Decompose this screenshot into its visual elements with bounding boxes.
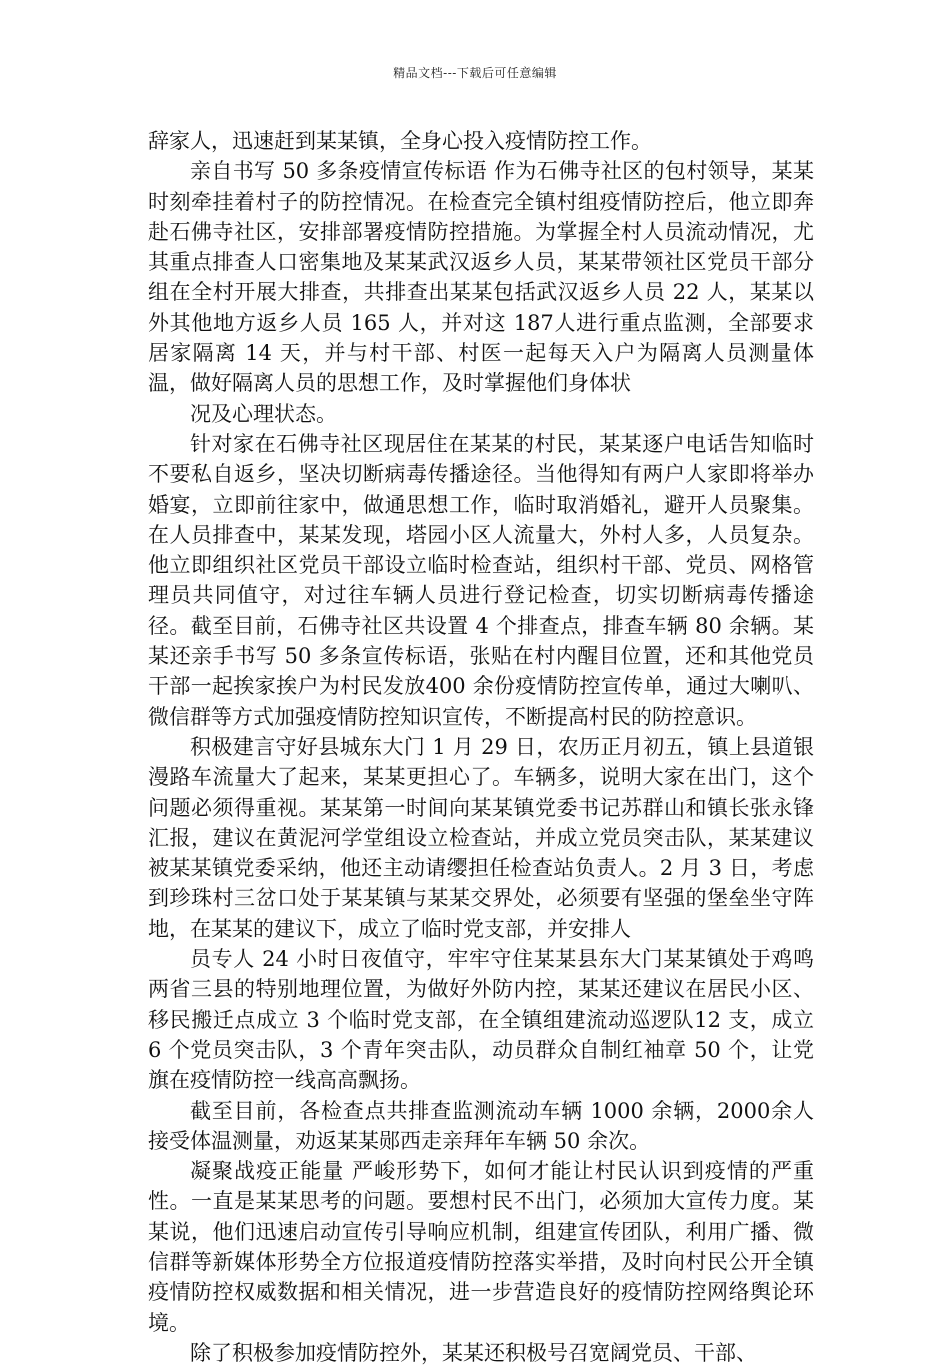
paragraph-8: 凝聚战疫正能量 严峻形势下，如何才能让村民认识到疫情的严重性。一直是某某思考的问题。要想村民不出门，必须加大宣传力度。某某说，他们迅速启动宣传引导响应机制，组建宣传团队，利用广播、微信群等新媒体形势全方位报道疫情防控落实举措，及时向村民公开全镇疫情防控权威数据和相关情况，进一步营造良好的疫情防控网络舆论环境。 xyxy=(148,1159,814,1335)
paragraph-1: 辞家人，迅速赶到某某镇，全身心投入疫情防控工作。 xyxy=(148,129,652,153)
paragraph-2: 亲自书写 50 多条疫情宣传标语 作为石佛寺社区的包村领导，某某时刻牵挂着村子的防控情况。在检查完全镇村组疫情防控后，他立即奔赴石佛寺社区，安排部署疫情防控措施。为掌握全村人员流动情况，尤其重点排查人口密集地及某某武汉返乡人员，某某带领社区党员干部分组在全村开展大排查，共排查出某某包括武汉返乡人员 22 人，某某以外其他地方返乡人员 165 人，并对这 187人进行重点监测，全部要求居家隔离 14 天，并与村干部、村医一起每天入户为隔离人员测量体温，做好隔离人员的思想工作，及时掌握他们身体状 xyxy=(148,159,814,396)
paragraph-5: 积极建言守好县城东大门 1 月 29 日，农历正月初五，镇上县道银漫路车流量大了起来，某某更担心了。车辆多，说明大家在出门，这个问题必须得重视。某某第一时间向某某镇党委书记苏群山和镇长张永锋汇报，建议在黄泥河学堂组设立检查站，并成立党员突击队，某某建议被某某镇党委采纳，他还主动请缨担任检查站负责人。2 月 3 日，考虑到珍珠村三岔口处于某某镇与某某交界处，必须要有坚强的堡垒坐守阵地，在某某的建议下，成立了临时党支部，并安排人 xyxy=(148,734,814,941)
paragraph-7: 截至目前，各检查点共排查监测流动车辆 1000 余辆，2000余人接受体温测量，劝返某某郧西走亲拜年车辆 50 余次。 xyxy=(148,1098,814,1153)
paragraph-9: 除了积极参加疫情防控外，某某还积极号召宽阔党员、干部、 xyxy=(190,1340,757,1365)
paragraph-6: 员专人 24 小时日夜值守，牢牢守住某某县东大门某某镇处于鸡鸣两省三县的特别地理位置，为做好外防内控，某某还建议在居民小区、移民搬迁点成立 3 个临时党支部，在全镇组建流动巡逻队12 支，成立 6 个党员突击队，3 个青年突击队，动员群众自制红袖章 50 个，让党旗在疫情防控一线高高飘扬。 xyxy=(148,947,814,1093)
paragraph-4: 针对家在石佛寺社区现居住在某某的村民，某某逐户电话告知临时不要私自返乡，坚决切断病毒传播途径。当他得知有两户人家即将举办婚宴，立即前往家中，做通思想工作，临时取消婚礼，避开人员聚集。在人员排查中，某某发现，塔园小区人流量大，外村人多，人员复杂。他立即组织社区党员干部设立临时检查站，组织村干部、党员、网格管理员共同值守，对过往车辆人员进行登记检查，切实切断病毒传播途径。截至目前，石佛寺社区共设置 4 个排查点，排查车辆 80 余辆。某某还亲手书写 50 多条宣传标语，张贴在村内醒目位置，还和其他党员干部一起挨家挨户为村民发放400 余份疫情防控宣传单，通过大喇叭、微信群等方式加强疫情防控知识宣传，不断提高村民的防控意识。 xyxy=(148,431,814,729)
paragraph-3: 况及心理状态。 xyxy=(190,401,337,426)
document-body xyxy=(148,126,814,1368)
page-header: 精品文档---下载后可任意编辑 xyxy=(393,66,557,80)
